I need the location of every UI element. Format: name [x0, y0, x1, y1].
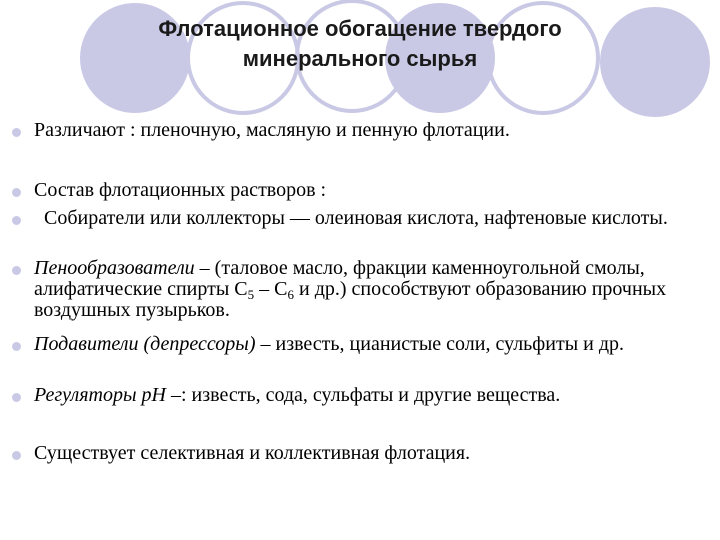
- bullet-text: Собиратели или коллекторы — олеиновая кислота, нафтеновые кислоты.: [34, 207, 668, 229]
- bullet-text-part: –: известь, сода, сульфаты и другие вещества.: [165, 384, 561, 406]
- subscript: 6: [287, 287, 294, 302]
- term-foamers: Пенообразователи: [34, 257, 195, 279]
- bullet-text-part: – известь, цианистые соли, сульфиты и др.: [255, 333, 625, 355]
- title-line-1: Флотационное обогащение твердого: [158, 16, 562, 41]
- bullet-text: Состав флотационных растворов :: [34, 179, 327, 201]
- bullet-dot-icon: [12, 216, 21, 225]
- slide-title: [100, 14, 620, 74]
- bullet-text: [34, 385, 714, 406]
- bullet-dot-icon: [12, 128, 21, 137]
- bullet-text: Существует селективная и коллективная флотация.: [34, 442, 471, 464]
- bullet-text-part: и др.) способствуют образованию прочных воздушных пузырьков.: [34, 278, 667, 321]
- title-line-2: минерального сырья: [242, 46, 478, 71]
- term-depressors: Подавители (депрессоры): [34, 333, 256, 355]
- bullet-dot-icon: [12, 393, 21, 402]
- bullet-text: [34, 258, 714, 321]
- bullet-text-part: – С: [254, 278, 288, 300]
- bullet-dot-icon: [12, 266, 21, 275]
- bullet-text: Различают : пленочную, масляную и пенную флотации.: [34, 119, 510, 141]
- term-ph-regulators: Регуляторы рН: [34, 384, 166, 406]
- bullet-dot-icon: [12, 188, 21, 197]
- bullet-text: [34, 334, 714, 355]
- bullet-dot-icon: [12, 342, 21, 351]
- subscript: 5: [247, 287, 255, 302]
- bullet-text-part: – (таловое масло, фракции каменноугольной смолы, алифатические спирты С: [34, 257, 645, 300]
- bullet-dot-icon: [12, 451, 21, 460]
